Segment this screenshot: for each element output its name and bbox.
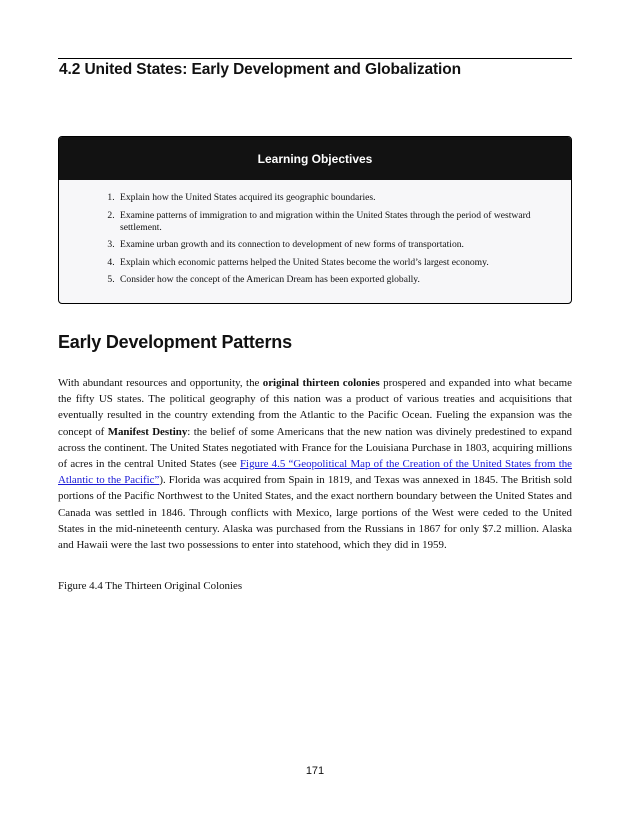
objective-item: 2. Examine patterns of immigration to and migration within the United States through the period of westward settlement. bbox=[117, 210, 555, 234]
figure-4-5-link[interactable]: Figure 4.5 “Geopolitical Map of the Creation of the United States from the Atlantic to the Pacific” bbox=[58, 458, 573, 487]
objective-item: 5. Consider how the concept of the American Dream has been exported globally. bbox=[117, 274, 555, 286]
top-rule bbox=[58, 58, 572, 59]
objective-item: 1. Explain how the United States acquired its geographic boundaries. bbox=[117, 192, 555, 204]
paragraph-text: With abundant resources and opportunity, the bbox=[58, 377, 263, 389]
body-paragraph bbox=[58, 375, 572, 553]
bold-term-original-thirteen-colonies: original thirteen colonies bbox=[262, 377, 380, 389]
learning-objectives-box bbox=[58, 136, 572, 304]
learning-objectives-list bbox=[59, 180, 571, 286]
paragraph-text: : the belief of some Americans that the new nation was divinely predestined to expand across the continent. The United States negotiated with France for the Louisiana Purchase in 1803, acquiring millions of acres in the central United States (see bbox=[58, 425, 573, 471]
section-heading: Early Development Patterns bbox=[58, 332, 292, 352]
page-number: 171 bbox=[305, 765, 325, 777]
figure-caption: Figure 4.4 The Thirteen Original Colonies bbox=[58, 580, 243, 592]
objective-item: 4. Explain which economic patterns helped the United States become the world’s largest economy. bbox=[117, 257, 555, 269]
objective-item: 3. Examine urban growth and its connection to development of new forms of transportation. bbox=[117, 239, 555, 251]
section-title: 4.2 United States: Early Development and Globalization bbox=[59, 61, 461, 78]
paragraph-text: ). Florida was acquired from Spain in 1819, and Texas was annexed in 1845. The British sold portions of the Pacific Northwest to the United States, and the exact northern boundary between the United States and Canada was settled in 1846. Through conflicts with Mexico, large portions of the West were ceded to the United States in the mid-nineteenth century. Alaska was purchased from the Russians in 1867 for only $7.2 million. Alaska and Hawaii were the last two possessions to enter into statehood, which they did in 1959. bbox=[58, 474, 572, 552]
learning-objectives-title: Learning Objectives bbox=[59, 137, 571, 180]
bold-term-manifest-destiny: Manifest Destiny bbox=[107, 425, 188, 438]
paragraph-text: prospered and expanded into what became the fifty US states. The political geography of this nation was a product of various treaties and acquisitions that eventually resulted in the country extending from the Atlantic to the Pacific Ocean. Fueling the expansion was the concept of bbox=[58, 377, 572, 438]
